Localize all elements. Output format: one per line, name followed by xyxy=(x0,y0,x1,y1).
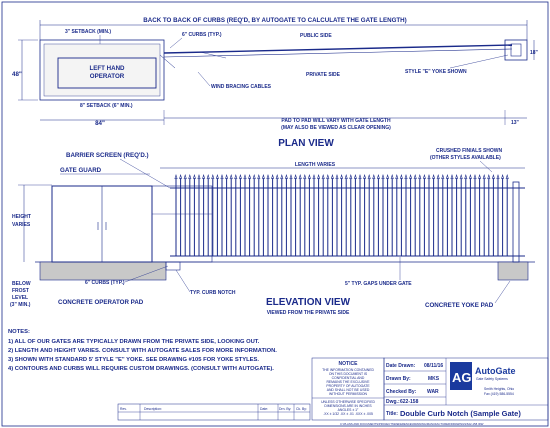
setback-8-label: 8" SETBACK (6" MIN.) xyxy=(80,103,133,109)
private-side-label: PRIVATE SIDE xyxy=(306,72,340,78)
height-varies-line2: VARIES xyxy=(12,222,31,228)
elev-curbs-typ-label: 6" CURBS (TYP.) xyxy=(85,280,125,286)
elevation-operator-pad xyxy=(40,262,166,280)
ck-by-header: Ck. By: xyxy=(296,407,307,411)
notice-line-1: THE INFORMATION CONTAINED xyxy=(322,368,374,372)
height-varies-line1: HEIGHT xyxy=(12,214,31,220)
elevation-view-subtitle: VIEWED FROM THE PRIVATE SIDE xyxy=(266,310,350,316)
dim-note-1: UNLESS OTHERWISE SPECIFIED xyxy=(321,400,375,404)
notice-line-3: CONFIDENTIAL AND xyxy=(331,376,365,380)
note-4: 4) CONTOURS AND CURBS WILL REQUIRE CUSTOM DRAWINGS. (CONSULT WITH AUTOGATE). xyxy=(8,366,274,372)
drn-by-header: Drn. By: xyxy=(279,407,292,411)
autogate-logo xyxy=(450,362,516,396)
date-drawn-label: Date Drawn: xyxy=(386,363,416,369)
dwg-label: Dwg.: xyxy=(386,399,400,405)
checked-by-value: WAR xyxy=(427,389,439,395)
setback-3-label: 3" SETBACK (MIN.) xyxy=(65,29,111,35)
below-frost-line1: BELOW xyxy=(12,281,31,287)
length-varies-label: LENGTH VARIES xyxy=(294,162,336,168)
notice-heading: NOTICE xyxy=(338,361,358,367)
curb-notch-label: TYP. CURB NOTCH xyxy=(190,290,236,296)
plan-view xyxy=(12,17,539,149)
concrete-yoke-pad-label: CONCRETE YOKE PAD xyxy=(425,302,494,309)
barrier-screen xyxy=(152,186,212,262)
date-drawn-value: 08/11/16 xyxy=(424,363,444,369)
dim-84: 84" xyxy=(95,120,105,127)
note-3: 3) SHOWN WITH STANDARD 5' STYLE "E" YOKE. SEE DRAWING #105 FOR YOKE STYLES. xyxy=(8,357,260,363)
below-frost-line2: FROST xyxy=(12,288,29,294)
notice-line-7: WITHOUT PERMISSION xyxy=(329,392,367,396)
curb-notch xyxy=(166,262,180,270)
drawn-by-label: Drawn By: xyxy=(386,376,411,382)
gaps-under-label: 5" TYP. GAPS UNDER GATE xyxy=(345,281,412,287)
company-address-2: Fax (419) 586-5554 xyxy=(484,392,514,396)
dim-13: 13" xyxy=(511,120,519,126)
elevation-view-title: ELEVATION VIEW xyxy=(265,297,351,308)
notice-line-5: PROPERTY OF AUTOGATE xyxy=(326,384,370,388)
concrete-operator-pad-label: CONCRETE OPERATOR PAD xyxy=(58,299,144,306)
title-label: Title: xyxy=(386,411,398,417)
plan-view-title: PLAN VIEW xyxy=(278,138,334,149)
checked-by-label: Checked By: xyxy=(386,389,417,395)
elevation-yoke-pad xyxy=(498,262,528,280)
drawing-title: Double Curb Notch (Sample Gate) xyxy=(400,409,521,418)
file-path: C:\PLANS AND DOCUMENTS\PROJECTS\REFERENCE\DRAWING\MANUFACTURER\DRAWINGS\622-158.IDW xyxy=(340,422,484,426)
curbs-typ-label: 6" CURBS (TYP.) xyxy=(182,32,222,38)
public-side-label: PUBLIC SIDE xyxy=(300,33,332,39)
operator-label-line2: OPERATOR xyxy=(89,73,125,80)
yoke-style-label: STYLE "E" YOKE SHOWN xyxy=(405,69,467,75)
below-frost-line4: (3" MIN.) xyxy=(10,302,31,308)
notice-line-4: REMAINS THE EXCLUSIVE xyxy=(326,380,370,384)
note-1: 1) ALL OF OUR GATES ARE TYPICALLY DRAWN FROM THE PRIVATE SIDE, LOOKING OUT. xyxy=(8,339,260,345)
notice-line-2: ON THIS DOCUMENT IS xyxy=(328,372,368,376)
notice-line-6: AND SHALL NOT BE USED xyxy=(326,388,370,392)
company-address-1: Smith Heights, Ohio xyxy=(484,387,515,391)
crushed-finials-label: CRUSHED FINIALS SHOWN xyxy=(436,148,503,154)
dim-note-3: ANGLES ± 1° xyxy=(337,408,359,412)
dim-48: 48" xyxy=(12,71,22,78)
other-styles-label: (OTHER STYLES AVAILABLE) xyxy=(430,155,501,161)
clear-opening-label: (MAY ALSO BE VIEWED AS CLEAR OPENING) xyxy=(281,125,391,131)
svg-text:AG: AG xyxy=(452,370,472,385)
company-name: AutoGate xyxy=(475,366,516,376)
wind-bracing-label: WIND BRACING CABLES xyxy=(211,84,271,90)
below-frost-line3: LEVEL xyxy=(12,295,29,301)
dim-note-4: .XX ± 1/32 .XX ± .01 .XXX ± .005 xyxy=(323,412,373,416)
drawn-by-value: MKS xyxy=(428,376,440,382)
plan-yoke-pad xyxy=(505,40,527,60)
operator-label-line1: LEFT HAND xyxy=(89,65,125,72)
rev-header: Rev. xyxy=(120,407,127,411)
company-tagline: Gate Safety Systems xyxy=(476,377,508,381)
dwg-value: 622-158 xyxy=(400,399,419,405)
notes-heading: NOTES: xyxy=(8,329,30,335)
pad-to-pad-label: PAD TO PAD WILL VARY WITH GATE LENGTH xyxy=(281,118,391,124)
date-header: Date: xyxy=(260,407,269,411)
barrier-screen-label: BARRIER SCREEN (REQ'D.) xyxy=(66,152,149,159)
elevation-view xyxy=(10,148,535,316)
dim-note-2: DIMENSIONS ARE IN INCHES xyxy=(324,404,372,408)
gate-pickets xyxy=(175,175,509,256)
description-header: Description: xyxy=(144,407,162,411)
gate-guard-label: GATE GUARD xyxy=(60,167,102,174)
back-to-back-label: BACK TO BACK OF CURBS (REQ'D, BY AUTOGATE TO CALCULATE THE GATE LENGTH) xyxy=(143,17,407,24)
notes xyxy=(8,329,277,372)
plan-gate-rail xyxy=(164,45,512,53)
yoke-post xyxy=(513,182,519,262)
dim-18: 18" xyxy=(530,50,538,56)
note-2: 2) LENGTH AND HEIGHT VARIES. CONSULT WITH AUTOGATE SALES FOR MORE INFORMATION. xyxy=(8,348,277,354)
